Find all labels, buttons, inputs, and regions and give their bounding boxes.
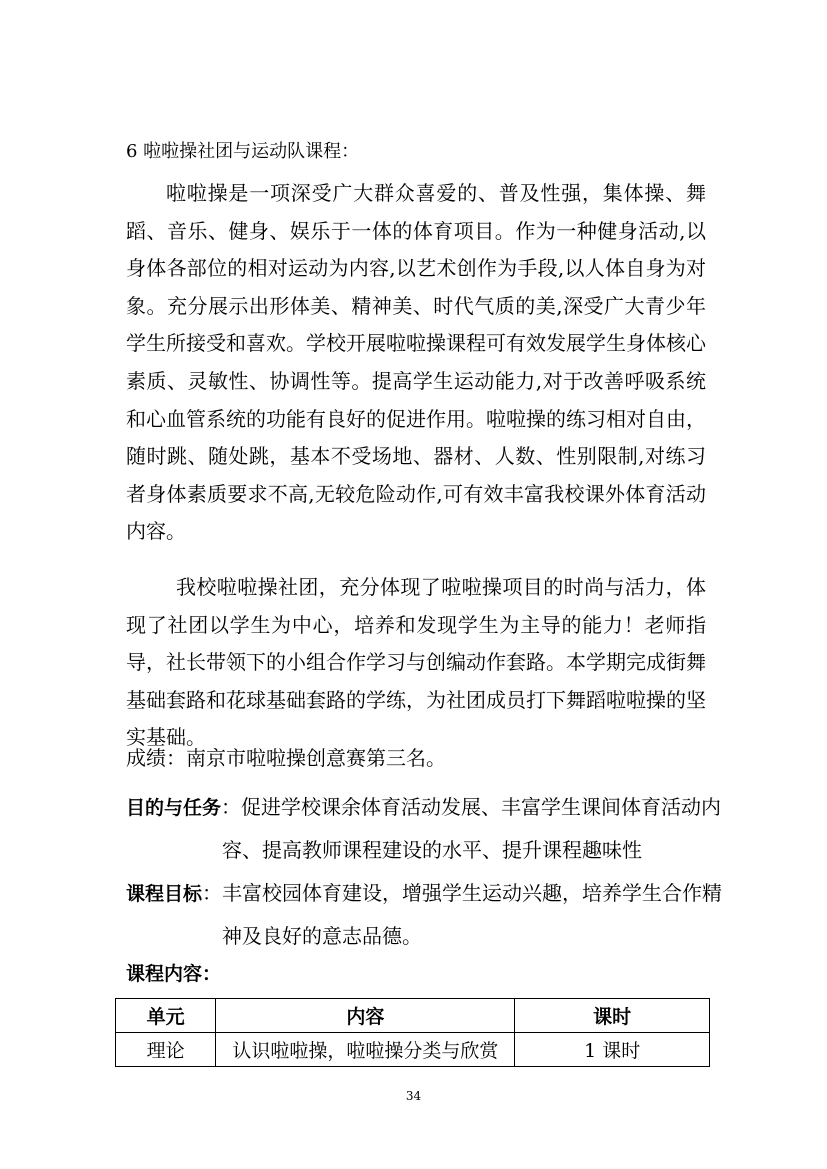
goal-label: 目的与任务 xyxy=(126,797,222,819)
cell-unit: 理论 xyxy=(116,1033,216,1067)
paragraph-intro: 啦啦操是一项深受广大群众喜爱的、普及性强，集体操、舞蹈、音乐、健身、娱乐于一体的体育项目。作为一种健身活动,以身体各部位的相对运动为内容,以艺术创作为手段,以人体自身为对象。充分展示出形体美、精神美、时代气质的美,深受广大青少年学生所接受和喜欢。学校开展啦啦操课程可有效发展学生身体核心素质、灵敏性、协调性等。提高学生运动能力,对于改善呼吸系统和心血管系统的功能有良好的促进作用。啦啦操的练习相对自由，随时跳、随处跳，基本不受场地、器材、人数、性别限制,对练习者身体素质要求不高,无较危险动作,可有效丰富我校课外体育活动内容。 xyxy=(126,181,706,544)
target-text-line2: 神及良好的意志品德。 xyxy=(222,924,422,948)
page-number: 34 xyxy=(405,1089,422,1103)
goal-text-line1: ：促进学校课余体育活动发展、丰富学生课间体育活动内 xyxy=(221,795,722,819)
goal-block xyxy=(126,786,721,871)
course-table xyxy=(115,998,710,1067)
target-label: 课程目标 xyxy=(126,883,203,905)
target-block xyxy=(126,872,722,957)
section-title: 6 啦啦操社团与运动队课程： xyxy=(126,141,360,162)
cell-hours: 1 课时 xyxy=(515,1033,710,1067)
goal-text-line2: 容、提高教师课程建设的水平、提升课程趣味性 xyxy=(222,838,642,862)
table-header-row xyxy=(116,999,710,1033)
header-hours: 课时 xyxy=(515,999,710,1033)
paragraph-club: 我校啦啦操社团，充分体现了啦啦操项目的时尚与活力，体现了社团以学生为中心，培养和发现学生为主导的能力！老师指导，社长带领下的小组合作学习与创编动作套路。本学期完成街舞基础套路和花球基础套路的学练，为社团成员打下舞蹈啦啦操的坚实基础。 xyxy=(126,575,706,750)
result-line: 成绩：南京市啦啦操创意赛第三名。 xyxy=(126,746,446,770)
content-label: 课程内容： xyxy=(126,963,222,985)
target-text-line1: ：丰富校园体育建设，增强学生运动兴趣，培养学生合作精 xyxy=(202,881,723,905)
header-content: 内容 xyxy=(216,999,515,1033)
cell-content: 认识啦啦操，啦啦操分类与欣赏 xyxy=(216,1033,515,1067)
header-unit: 单元 xyxy=(116,999,216,1033)
table-row xyxy=(116,1033,710,1067)
